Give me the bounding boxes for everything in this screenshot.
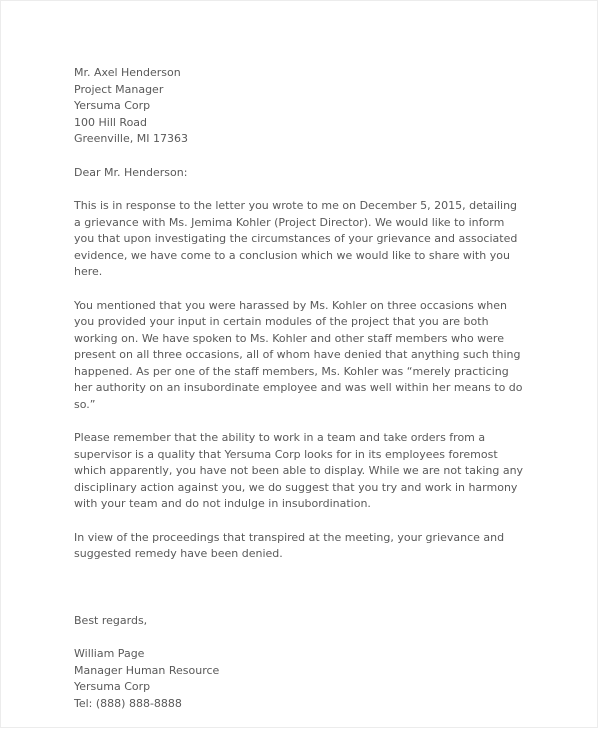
sender-name: William Page <box>74 647 145 660</box>
closing-phrase: Best regards, <box>74 613 148 627</box>
recipient-name: Mr. Axel Henderson <box>74 66 181 79</box>
closing-block <box>74 613 527 630</box>
recipient-title: Project Manager <box>74 82 164 96</box>
signature-block <box>74 646 527 712</box>
paragraph-1: This is in response to the letter you wrote to me on December 5, 2015, detailing a grievance with Ms. Jemima Kohler (Project Director). We would like to inform you that upon investigating the circumstances of your grievance and associated evidence, we have come to a conclusion which we would like to share with you here. <box>74 199 518 278</box>
letter-body <box>1 1 597 712</box>
sender-phone: Tel: (888) 888-8888 <box>74 696 182 710</box>
recipient-street: 100 Hill Road <box>74 115 148 129</box>
paragraph-2: You mentioned that you were harassed by Ms. Kohler on three occasions when you provided your input in certain modules of the project that you are both working on. We have spoken to Ms. Kohler and other staff members who were present on all three occasions, all of whom have denied that anything such thing happened. As per one of the staff members, Ms. Kohler was “merely practicing her authority on an insubordinate employee and was well within her means to do so.” <box>74 298 523 411</box>
recipient-city: Greenville, MI 17363 <box>74 132 188 145</box>
sender-title: Manager Human Resource <box>74 663 220 677</box>
recipient-address-block <box>74 65 527 148</box>
paragraph-4: In view of the proceedings that transpired at the meeting, your grievance and suggested remedy have been denied. <box>74 530 505 560</box>
recipient-company: Yersuma Corp <box>74 99 151 112</box>
salutation: Dear Mr. Henderson: <box>74 165 188 179</box>
sender-company: Yersuma Corp <box>74 680 151 693</box>
paragraph-3: Please remember that the ability to work in a team and take orders from a supervisor is a quality that Yersuma Corp looks for in its employees foremost which apparently, you have not been able to display. While we are not taking any disciplinary action against you, we do suggest that you try and work in harmony with your team and do not indulge in insubordination. <box>74 431 524 510</box>
